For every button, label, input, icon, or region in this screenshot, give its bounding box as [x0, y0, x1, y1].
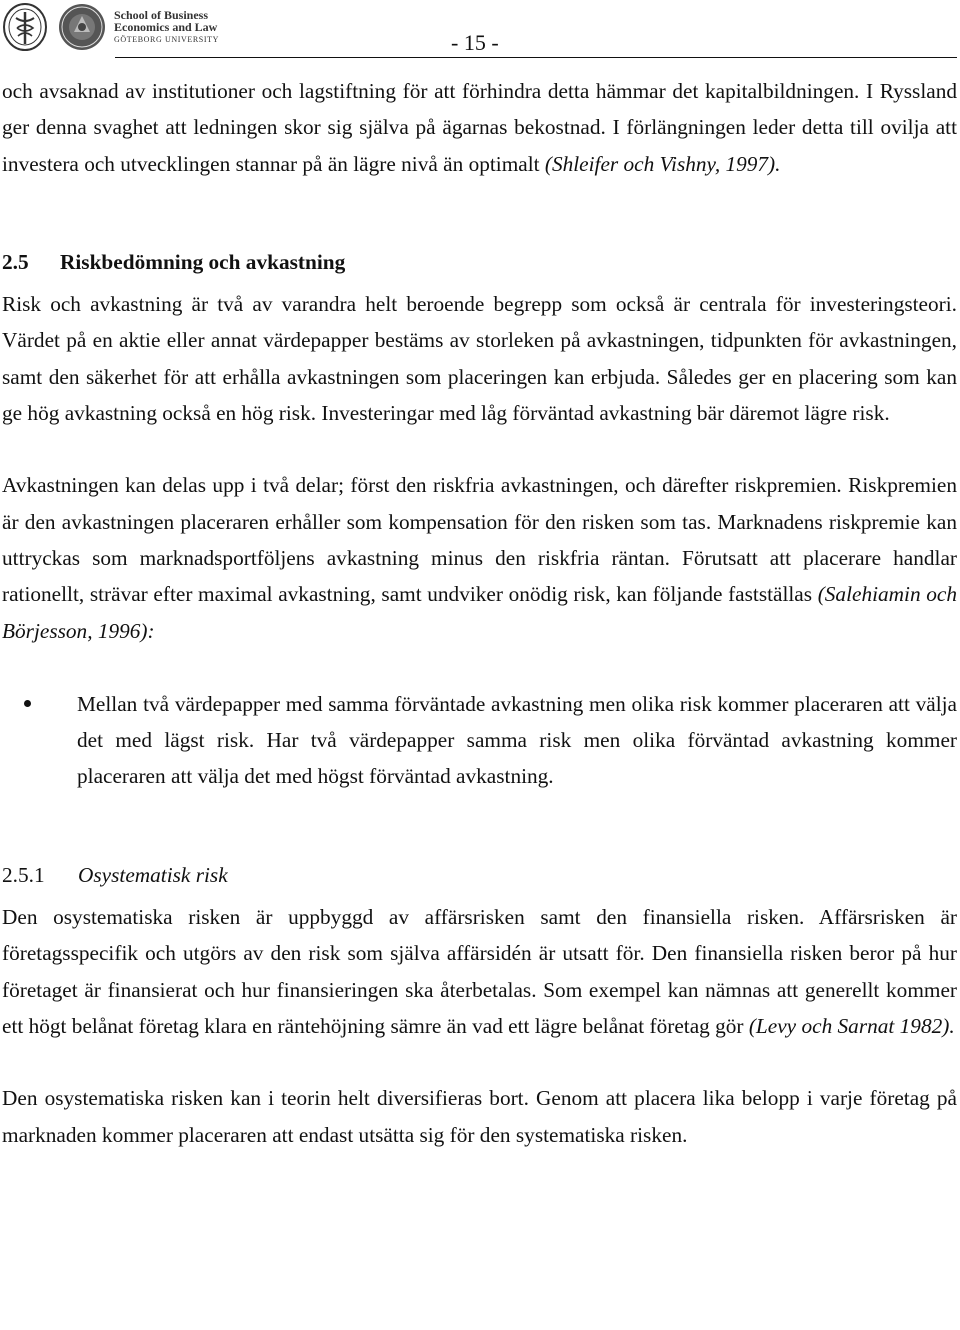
school-emblem-icon	[56, 2, 108, 52]
citation-shleifer: (Shleifer och Vishny, 1997).	[544, 151, 781, 176]
section-title: Riskbedömning och avkastning	[60, 249, 346, 274]
paragraph-diversification: Den osystematiska risken kan i teorin helt diversifieras bort. Genom att placera lika belopp i varje företag på marknaden kommer placeraren att endast utsätta sig för den systematiska risken.	[2, 1086, 957, 1147]
school-logo-text	[114, 9, 219, 46]
page-header	[0, 0, 960, 60]
page-number: - 15 -	[451, 30, 499, 55]
citation-levy: (Levy och Sarnat 1982).	[748, 1013, 955, 1038]
logo-line-3: GÖTEBORG UNIVERSITY	[114, 35, 219, 44]
section-number: 2.5	[2, 249, 29, 274]
paragraph-unsystematic-risk-text: Den osystematiska risken är uppbyggd av affärsrisken samt den finansiella risken. Affärsrisken är företagsspecifik och utgörs av den risk som själva affärsidén är utsatt för. Den finansiella risken beror på hur företaget är finansierat och hur finansieringen ska återbetalas. Som exempel kan nämnas att generellt kommer ett högt belånat företag klara en räntehöjning sämre än vad ett lägre belånat företag gör	[2, 905, 957, 1038]
university-seal-icon	[2, 2, 48, 52]
logo-line-2: Economics and Law	[114, 20, 218, 34]
paragraph-ownership-text: och avsaknad av institutioner och lagstiftning för att förhindra detta hämmar det kapitalbildningen. I Ryssland ger denna svaghet att ledningen skor sig själva på ägarnas bekostnad. I förlängningen leder detta till ovilja att investera och utvecklingen stannar på än lägre nivå än optimalt	[2, 79, 957, 176]
paragraph-risk-premium	[2, 467, 957, 648]
list-item	[2, 686, 957, 795]
subsection-number: 2.5.1	[2, 862, 45, 887]
bullet-icon	[24, 700, 31, 707]
paragraph-risk-premium-text: Avkastningen kan delas upp i två delar; först den riskfria avkastningen, och därefter riskpremien. Riskpremien är den avkastningen placeraren erhåller som kompensation för den risken som tas. Marknadens riskpremie kan uttryckas som marknadsportföljens avkastning minus den riskfria räntan. Förutsatt att placerare handlar rationellt, strävar efter maximal avkastning, samt undviker onödig risk, kan följande fastställas	[2, 473, 957, 607]
paragraph-risk-return: Risk och avkastning är två av varandra helt beroende begrepp som också är centrala för investeringsteori. Värdet på en aktie eller annat värdepapper bestäms av storleken på avkastningen, tidpunkten för avkastningen, samt den säkerhet för att erhålla avkastningen som placeringen kan erbjuda. Således ger en placering som kan ge hög avkastning också en hög risk. Investeringar med låg förväntad avkastning bär däremot lägre risk.	[2, 292, 957, 426]
section-heading-2-5	[2, 244, 957, 280]
bullet-text: Mellan två värdepapper med samma förväntade avkastning men olika risk kommer placeraren att välja det med lägst risk. Har två värdepapper samma risk men olika förväntad avkastning kommer placeraren att välja det med högst förväntad avkastning.	[77, 691, 957, 789]
logo-line-1: School of Business	[114, 8, 209, 22]
citation-salehiamin: (Salehiamin och Börjesson, 1996):	[2, 582, 957, 643]
paragraph-ownership	[2, 73, 957, 182]
section-heading-2-5-1	[2, 857, 957, 893]
paragraph-unsystematic-risk	[2, 899, 957, 1044]
subsection-title: Osystematisk risk	[78, 862, 228, 887]
document-body	[2, 73, 957, 1153]
header-divider	[115, 57, 957, 58]
